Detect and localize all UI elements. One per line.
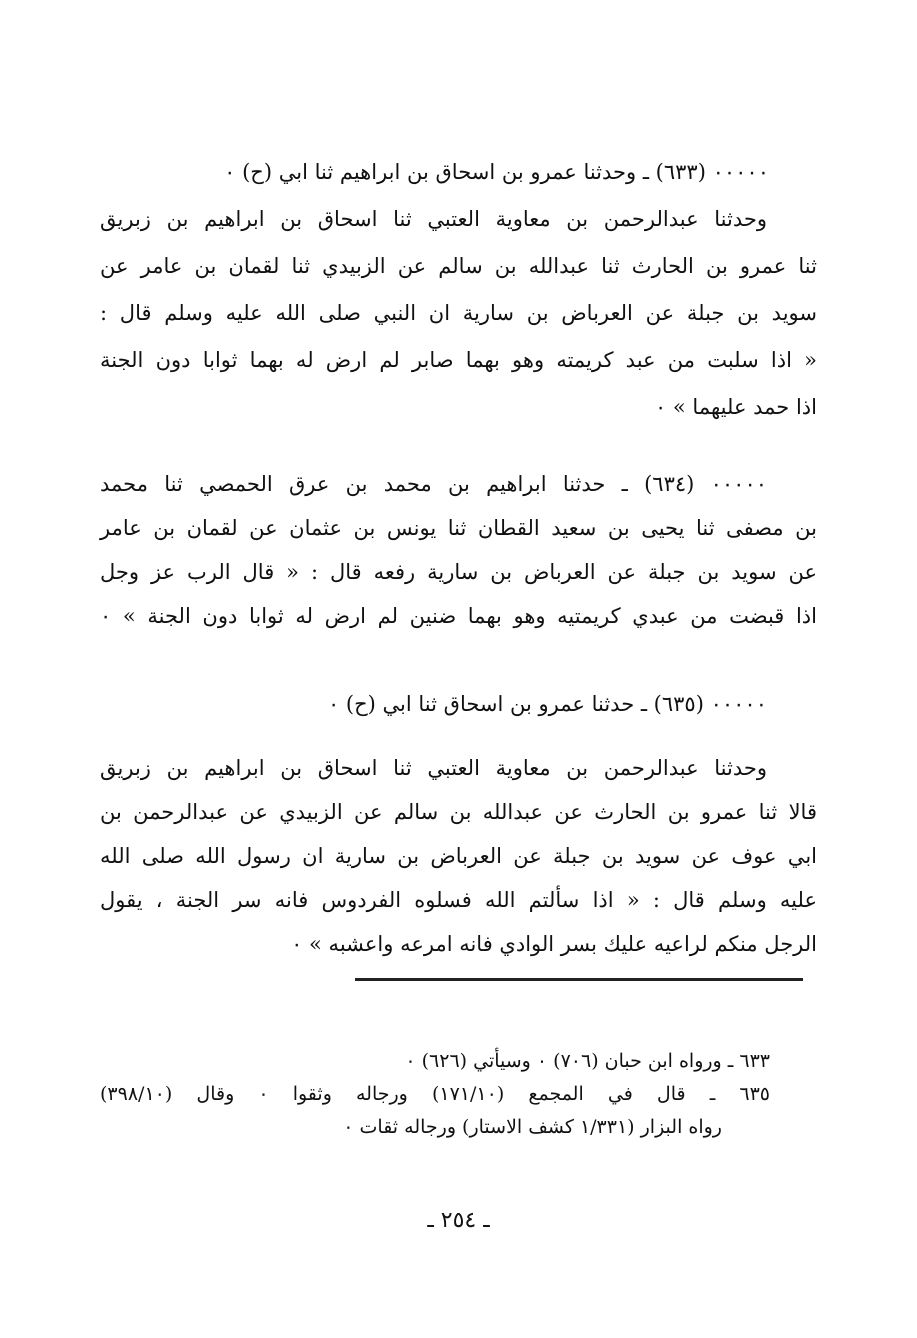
hadith-634-line: اذا قبضت من عبدي كريمتيه وهو بهما ضنين لم ارض له ثوابا دون الجنة » ٠ [100,604,817,628]
hadith-633-heading: ٠٠٠٠٠ (٦٣٣) ـ وحدثنا عمرو بن اسحاق بن ابراهيم ثنا ابي (ح) ٠ [224,160,769,184]
hadith-635-line: ابي عوف عن سويد بن جبلة عن العرباض بن سارية ان رسول الله صلى الله [100,844,817,868]
hadith-633-line: « اذا سلبت من عبد كريمته وهو بهما صابر لم ارض له بهما ثوابا دون الجنة [100,348,817,372]
footnote-633: ٦٣٣ ـ ورواه ابن حبان (٧٠٦) ٠ وسيأتي (٦٢٦) ٠ [405,1050,770,1072]
footnote-divider [355,978,803,981]
hadith-635 [100,758,817,978]
hadith-635-line: وحدثنا عبدالرحمن بن معاوية العتبي ثنا اسحاق بن ابراهيم بن زبريق [100,756,767,780]
page-number: ـ ٢٥٤ ـ [427,1208,490,1233]
hadith-634-line: بن مصفى ثنا يحيى بن سعيد القطان ثنا يونس بن عثمان عن لقمان بن عامر [100,516,817,540]
hadith-634 [100,474,817,650]
hadith-634-line: عن سويد بن جبلة عن العرباض بن سارية رفعه قال : « قال الرب عز وجل [100,560,817,584]
footnote-635-cont: رواه البزار (١/٣٣١ كشف الاستار) ورجاله ثقات ٠ [343,1116,722,1138]
footnote-635: ٦٣٥ ـ قال في المجمع (١٧١/١٠) ورجاله وثقوا ٠ وقال (٣٩٨/١٠) [100,1083,771,1105]
hadith-635-line: قالا ثنا عمرو بن الحارث عن عبدالله بن سالم عن الزبيدي عن عبدالرحمن بن [100,800,817,824]
hadith-633-line: ثنا عمرو بن الحارث ثنا عبدالله بن سالم عن الزبيدي ثنا لقمان بن عامر عن [100,254,817,278]
hadith-635-line: عليه وسلم قال : « اذا سألتم الله فسلوه الفردوس فانه سر الجنة ، يقول [100,888,817,912]
hadith-635-heading: ٠٠٠٠٠ (٦٣٥) ـ حدثنا عمرو بن اسحاق ثنا ابي (ح) ٠ [327,692,767,716]
footnotes [100,1052,770,1151]
hadith-633 [100,162,817,444]
hadith-633-line: سويد بن جبلة عن العرباض بن سارية ان النبي صلى الله عليه وسلم قال : [100,301,817,325]
hadith-633-line: اذا حمد عليهما » ٠ [654,395,817,419]
hadith-635-heading-block [100,694,817,715]
hadith-634-heading: ٠٠٠٠٠ (٦٣٤) ـ حدثنا ابراهيم بن محمد بن عرق الحمصي ثنا محمد [100,472,768,496]
hadith-635-line: الرجل منكم لراعيه عليك بسر الوادي فانه امرعه واعشبه » ٠ [291,932,817,956]
hadith-633-line: وحدثنا عبدالرحمن بن معاوية العتبي ثنا اسحاق بن ابراهيم بن زبريق [100,207,767,231]
